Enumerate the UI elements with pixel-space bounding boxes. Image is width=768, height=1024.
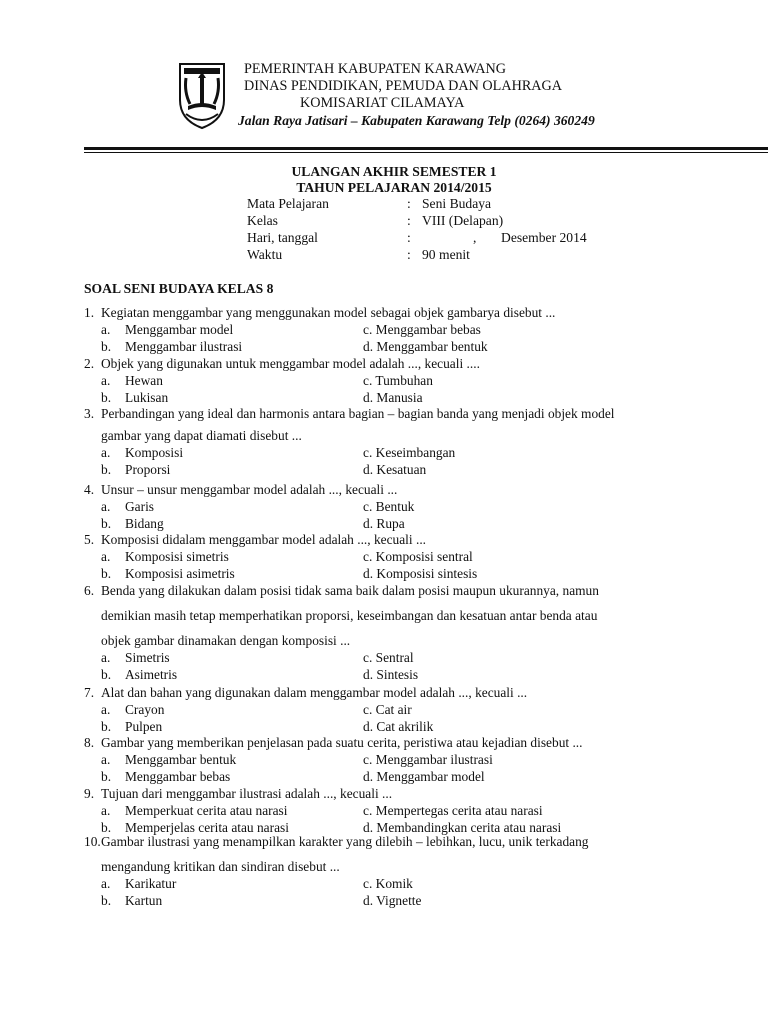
option-text: Menggambar model bbox=[376, 769, 485, 784]
option-text: Menggambar bebas bbox=[125, 769, 231, 784]
question-text: Gambar yang memberikan penjelasan pada suatu cerita, peristiwa atau kejadian disebut ... bbox=[101, 735, 583, 750]
info-colon: : bbox=[407, 213, 411, 228]
option-d bbox=[363, 515, 405, 532]
option-letter: b. bbox=[101, 719, 112, 734]
option-letter: c. bbox=[363, 702, 373, 717]
option-letter: a. bbox=[101, 373, 111, 388]
option-text: Kartun bbox=[125, 893, 163, 908]
option-c bbox=[363, 701, 412, 718]
option-text: Memperkuat cerita atau narasi bbox=[125, 803, 288, 818]
question-text-line: objek gambar dinamakan dengan komposisi ... bbox=[101, 633, 351, 648]
info-value: VIII (Delapan) bbox=[422, 213, 504, 228]
exam-year: TAHUN PELAJARAN 2014/2015 bbox=[296, 180, 492, 195]
info-label: Waktu bbox=[247, 247, 283, 262]
option-letter: c. bbox=[363, 499, 373, 514]
option-letter: d. bbox=[363, 516, 374, 531]
option-letter: a. bbox=[101, 650, 111, 665]
option-letter: c. bbox=[363, 322, 373, 337]
option-text: Menggambar model bbox=[125, 322, 234, 337]
question-text: Kegiatan menggambar yang menggunakan model sebagai objek gambarya disebut ... bbox=[101, 305, 556, 320]
option-text: Memperjelas cerita atau narasi bbox=[125, 820, 289, 835]
question-number: 3. bbox=[84, 406, 95, 421]
option-text: Karikatur bbox=[125, 876, 177, 891]
question-number: 9. bbox=[84, 786, 95, 801]
info-value: 90 menit bbox=[422, 247, 470, 262]
option-d bbox=[363, 389, 423, 406]
question-number: 4. bbox=[84, 482, 95, 497]
option-d bbox=[363, 892, 421, 909]
option-letter: a. bbox=[101, 549, 111, 564]
option-letter: b. bbox=[101, 390, 112, 405]
option-text: Kesatuan bbox=[376, 462, 427, 477]
question-text: Unsur – unsur menggambar model adalah ..., kecuali ... bbox=[101, 482, 398, 497]
info-colon: : bbox=[407, 247, 411, 262]
option-text: Menggambar bebas bbox=[375, 322, 481, 337]
option-c bbox=[363, 498, 414, 515]
question-text-line: gambar yang dapat diamati disebut ... bbox=[101, 428, 302, 443]
question-number: 2. bbox=[84, 356, 95, 371]
option-c bbox=[363, 321, 481, 338]
option-text: Keseimbangan bbox=[375, 445, 456, 460]
question-number: 1. bbox=[84, 305, 95, 320]
question-text: Alat dan bahan yang digunakan dalam menggambar model adalah ..., kecuali ... bbox=[101, 685, 528, 700]
option-text: Cat akrilik bbox=[376, 719, 434, 734]
option-letter: c. bbox=[363, 445, 373, 460]
option-letter: c. bbox=[363, 803, 373, 818]
option-letter: b. bbox=[101, 462, 112, 477]
option-text: Crayon bbox=[125, 702, 165, 717]
option-letter: a. bbox=[101, 752, 111, 767]
option-letter: b. bbox=[101, 566, 112, 581]
option-text: Cat air bbox=[375, 702, 412, 717]
question-text: Objek yang digunakan untuk menggambar model adalah ..., kecuali .... bbox=[101, 356, 480, 371]
info-colon: : bbox=[407, 196, 411, 211]
option-text: Menggambar bentuk bbox=[376, 339, 488, 354]
header-line-1: PEMERINTAH KABUPATEN KARAWANG bbox=[244, 61, 507, 77]
option-c bbox=[363, 548, 473, 565]
option-text: Manusia bbox=[376, 390, 423, 405]
emblem-icon bbox=[176, 60, 228, 130]
header-line-3: KOMISARIAT CILAMAYA bbox=[300, 95, 465, 111]
option-text: Tumbuhan bbox=[375, 373, 433, 388]
option-c bbox=[363, 372, 433, 389]
option-letter: b. bbox=[101, 667, 112, 682]
question-text-line: mengandung kritikan dan sindiran disebut ... bbox=[101, 859, 340, 874]
option-letter: c. bbox=[363, 650, 373, 665]
option-letter: a. bbox=[101, 803, 111, 818]
option-text: Vignette bbox=[376, 893, 422, 908]
option-letter: d. bbox=[363, 719, 374, 734]
option-text: Sentral bbox=[375, 650, 414, 665]
option-text: Sintesis bbox=[376, 667, 419, 682]
option-letter: d. bbox=[363, 667, 374, 682]
option-text: Komik bbox=[375, 876, 413, 891]
option-text: Menggambar bentuk bbox=[125, 752, 237, 767]
option-letter: a. bbox=[101, 499, 111, 514]
option-text: Bentuk bbox=[375, 499, 415, 514]
option-text: Hewan bbox=[125, 373, 163, 388]
info-label: Kelas bbox=[247, 213, 278, 228]
question-text: Komposisi didalam menggambar model adalah ..., kecuali ... bbox=[101, 532, 427, 547]
option-letter: c. bbox=[363, 549, 373, 564]
question-text: Benda yang dilakukan dalam posisi tidak sama baik dalam posisi maupun ukurannya, namun bbox=[101, 583, 599, 598]
question-text: Tujuan dari menggambar ilustrasi adalah ..., kecuali ... bbox=[101, 786, 393, 801]
option-letter: d. bbox=[363, 893, 374, 908]
question-text: Gambar ilustrasi yang menampilkan karakter yang dilebih – lebihkan, lucu, unik terkadang bbox=[101, 834, 589, 849]
option-text: Komposisi sentral bbox=[375, 549, 473, 564]
info-colon: : bbox=[407, 230, 411, 245]
option-text: Komposisi simetris bbox=[125, 549, 229, 564]
option-letter: b. bbox=[101, 769, 112, 784]
option-text: Rupa bbox=[376, 516, 405, 531]
option-c bbox=[363, 875, 413, 892]
option-text: Menggambar ilustrasi bbox=[125, 339, 243, 354]
option-letter: d. bbox=[363, 820, 374, 835]
option-letter: b. bbox=[101, 516, 112, 531]
question-number: 7. bbox=[84, 685, 95, 700]
option-c bbox=[363, 444, 455, 461]
question-number: 6. bbox=[84, 583, 95, 598]
option-d bbox=[363, 666, 418, 683]
option-text: Garis bbox=[125, 499, 155, 514]
info-value: Desember 2014 bbox=[501, 230, 587, 245]
info-label: Mata Pelajaran bbox=[247, 196, 329, 211]
option-d bbox=[363, 718, 433, 735]
option-c bbox=[363, 751, 493, 768]
option-letter: c. bbox=[363, 752, 373, 767]
option-text: Bidang bbox=[125, 516, 164, 531]
option-letter: b. bbox=[101, 820, 112, 835]
header-line-2: DINAS PENDIDIKAN, PEMUDA DAN OLAHRAGA bbox=[244, 78, 563, 94]
option-text: Komposisi asimetris bbox=[125, 566, 235, 581]
option-text: Menggambar ilustrasi bbox=[375, 752, 493, 767]
exam-title: ULANGAN AKHIR SEMESTER 1 bbox=[291, 164, 497, 179]
question-number: 10. bbox=[84, 834, 101, 849]
option-letter: c. bbox=[363, 373, 373, 388]
header-rule-thin bbox=[84, 152, 768, 153]
option-text: Komposisi sintesis bbox=[376, 566, 478, 581]
option-letter: c. bbox=[363, 876, 373, 891]
option-letter: d. bbox=[363, 566, 374, 581]
header-rule-thick bbox=[84, 147, 768, 150]
question-text: Perbandingan yang ideal dan harmonis antara bagian – bagian banda yang menjadi objek model bbox=[101, 406, 615, 421]
option-d bbox=[363, 461, 426, 478]
option-letter: b. bbox=[101, 339, 112, 354]
info-label: Hari, tanggal bbox=[247, 230, 318, 245]
option-letter: b. bbox=[101, 893, 112, 908]
option-letter: d. bbox=[363, 462, 374, 477]
option-text: Lukisan bbox=[125, 390, 169, 405]
info-comma: , bbox=[473, 230, 477, 245]
option-letter: d. bbox=[363, 390, 374, 405]
option-text: Komposisi bbox=[125, 445, 184, 460]
info-value: Seni Budaya bbox=[422, 196, 492, 211]
option-d bbox=[363, 565, 477, 582]
header-address: Jalan Raya Jatisari – Kabupaten Karawang Telp (0264) 360249 bbox=[238, 113, 595, 128]
option-text: Pulpen bbox=[125, 719, 163, 734]
option-text: Membandingkan cerita atau narasi bbox=[376, 820, 562, 835]
option-letter: a. bbox=[101, 445, 111, 460]
option-text: Asimetris bbox=[125, 667, 178, 682]
option-c bbox=[363, 802, 543, 819]
option-text: Simetris bbox=[125, 650, 170, 665]
option-letter: d. bbox=[363, 339, 374, 354]
option-letter: a. bbox=[101, 322, 111, 337]
option-d bbox=[363, 338, 488, 355]
option-letter: a. bbox=[101, 876, 111, 891]
option-text: Mempertegas cerita atau narasi bbox=[375, 803, 543, 818]
question-number: 8. bbox=[84, 735, 95, 750]
option-d bbox=[363, 768, 485, 785]
section-title: SOAL SENI BUDAYA KELAS 8 bbox=[84, 281, 274, 296]
option-c bbox=[363, 649, 414, 666]
option-letter: a. bbox=[101, 702, 111, 717]
question-number: 5. bbox=[84, 532, 95, 547]
question-text-line: demikian masih tetap memperhatikan proporsi, keseimbangan dan kesatuan antar benda atau bbox=[101, 608, 598, 623]
option-letter: d. bbox=[363, 769, 374, 784]
option-text: Proporsi bbox=[125, 462, 171, 477]
